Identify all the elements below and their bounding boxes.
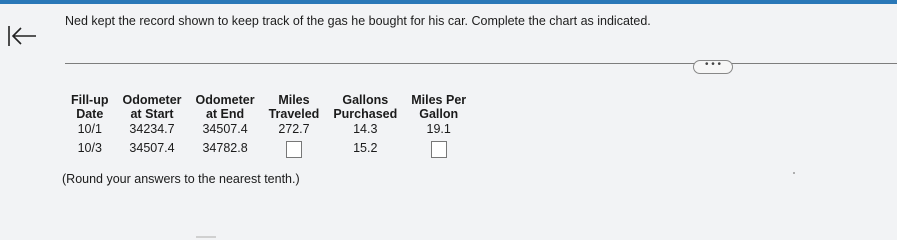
cell-miles-answer (262, 137, 327, 158)
top-accent-bar (0, 0, 897, 4)
table-row (67, 121, 473, 137)
cell-odometer-start: 34507.4 (129, 140, 175, 155)
cell-mpg: 19.1 (426, 122, 451, 136)
header-purchased: Purchased (333, 107, 398, 121)
header-miles: Miles (278, 93, 310, 107)
miles-answer-input[interactable] (286, 141, 302, 158)
header-at-start: at Start (130, 107, 174, 121)
mpg-answer-input[interactable] (431, 141, 447, 158)
cell-mpg-answer (404, 137, 473, 158)
header-odometer-start: Odometer (122, 93, 182, 107)
section-divider (65, 63, 897, 64)
header-traveled: Traveled (268, 107, 320, 121)
cell-gallons: 14.3 (353, 122, 378, 136)
cell-date: 10/3 (77, 140, 102, 155)
table-header-row-1 (67, 93, 473, 107)
header-odometer-end: Odometer (195, 93, 255, 107)
decorative-dot (793, 172, 795, 174)
header-gallons: Gallons (342, 93, 389, 107)
header-gallon: Gallon (419, 107, 459, 121)
cell-odometer-end: 34782.8 (202, 140, 248, 155)
question-text: Ned kept the record shown to keep track of the gas he bought for his car. Complete the chart as indicated. (65, 14, 651, 28)
more-options-button[interactable]: • • • (693, 60, 733, 74)
table-row (67, 137, 473, 158)
cell-odometer-start: 34234.7 (129, 122, 175, 136)
bottom-mark (196, 236, 216, 238)
header-date: Date (76, 107, 104, 121)
cell-miles: 272.7 (278, 122, 310, 136)
cell-gallons: 15.2 (353, 140, 378, 155)
rounding-note: (Round your answers to the nearest tenth.) (62, 172, 300, 186)
cell-date: 10/1 (77, 122, 102, 136)
header-fillup: Fill-up (71, 93, 109, 107)
table-header-row-2 (67, 107, 473, 121)
header-at-end: at End (205, 107, 245, 121)
header-mpg: Miles Per (411, 93, 467, 107)
back-arrow-icon[interactable] (6, 20, 38, 50)
gas-record-table (67, 93, 473, 158)
cell-odometer-end: 34507.4 (202, 122, 248, 136)
